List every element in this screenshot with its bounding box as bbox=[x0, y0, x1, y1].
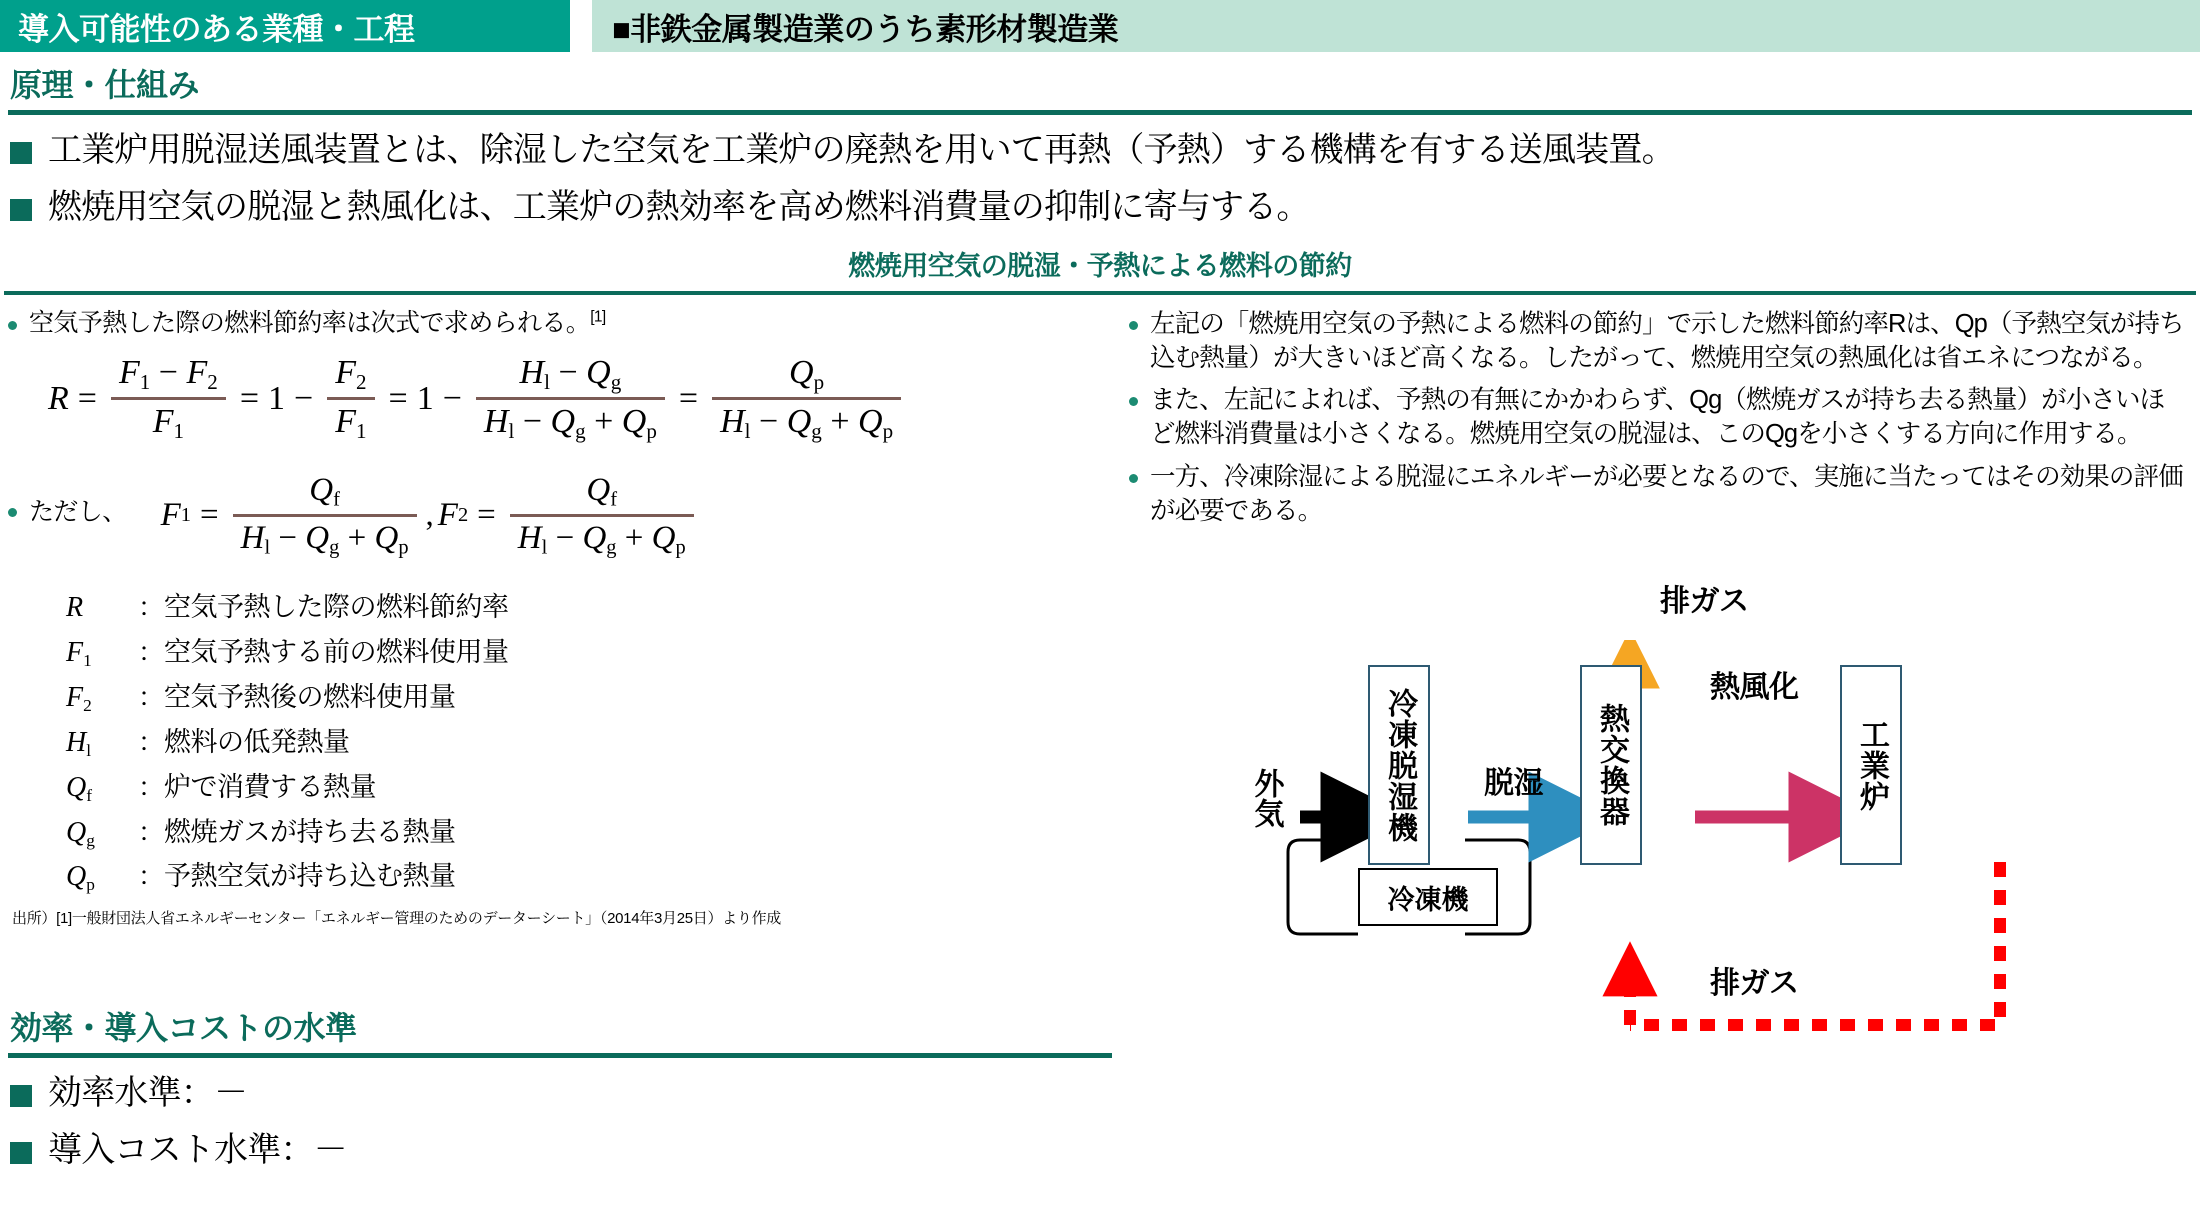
legend-symbol-sub: p bbox=[86, 875, 95, 895]
efficiency-bullet-1-text: 効率水準：－ bbox=[48, 1074, 248, 1112]
right-bullet-1 bbox=[1129, 307, 2186, 375]
efficiency-bullet-2 bbox=[10, 1129, 1120, 1172]
legend-row bbox=[66, 854, 1105, 895]
legend-description: 空気予熱した際の燃料節約率 bbox=[164, 592, 509, 623]
efficiency-bullet-2-text: 導入コスト水準：－ bbox=[48, 1130, 347, 1169]
dehumidify-label: 脱湿 bbox=[1484, 767, 1543, 800]
legend-symbol-sub: 1 bbox=[83, 650, 92, 670]
fraction-qf-over-sum-1: $\frac{Q_f}{H_l - Q_g + Q_p}$ bbox=[233, 472, 417, 559]
legend-row bbox=[66, 630, 1105, 671]
right-bullet-1-text: 左記の「燃焼用空気の予熱による燃料の節約」で示した燃料節約率Rは、Qp（予熱空気が持ち込む熱量）が大きいほど高くなる。したがって、燃焼用空気の熱風化は省エネにつながる。 bbox=[1150, 310, 2184, 373]
fraction-qf-over-sum-2: $\frac{Q_f}{H_l - Q_g + Q_p}$ bbox=[510, 472, 694, 559]
legend-row bbox=[66, 765, 1105, 806]
box-heat-exchanger bbox=[1580, 665, 1642, 865]
efficiency-section bbox=[0, 995, 1120, 1171]
legend-description: 炉で消費する熱量 bbox=[164, 771, 376, 802]
equation-main: R = $\frac{F_1 - F_2}{F_1}$ = 1 − $\frac{F_2}{F_1}$ = 1 − $\frac{H_l - Q_g}{H_l - Q_g + Q_p}$ = $\frac{Q_p}{H_l - Q_g + Q_p}$ bbox=[48, 354, 1105, 444]
header-left-label: 導入可能性のある業種・工程 bbox=[0, 0, 570, 52]
legend-symbol-base: H bbox=[66, 726, 87, 758]
legend-row bbox=[66, 585, 1105, 626]
process-flow-diagram bbox=[1240, 585, 2200, 1206]
legend-symbol-base: Q bbox=[66, 816, 87, 848]
principle-section-title: 原理・仕組み bbox=[10, 67, 200, 103]
legend-symbol bbox=[66, 682, 138, 716]
box-furnace-label: 工業炉 bbox=[1855, 718, 1888, 812]
principle-bullet-2 bbox=[10, 186, 2200, 229]
chiller-loop-left bbox=[1288, 840, 1358, 934]
box-dehumidifier bbox=[1368, 665, 1430, 865]
equation-second: F 1 = $\frac{Q_f}{H_l - Q_g + Q_p}$ , F 2 = $\frac{Q_f}{H_l - Q_g + Q_p}$ bbox=[161, 472, 699, 559]
equation-second-prefix: ただし、 bbox=[29, 498, 127, 526]
legend-symbol-base: Q bbox=[66, 861, 87, 893]
box-dehumidifier-label: 冷凍脱湿機 bbox=[1383, 687, 1416, 843]
box-chiller bbox=[1358, 868, 1498, 926]
right-bullet-3 bbox=[1129, 460, 2186, 528]
legend-symbol-base: R bbox=[66, 592, 84, 624]
exhaust-top-label: 排ガス bbox=[1660, 585, 1749, 618]
legend-description: 予熱空気が持ち込む熱量 bbox=[164, 861, 456, 892]
principle-subtitle: 燃焼用空気の脱湿・予熱による燃料の節約 bbox=[848, 251, 1352, 281]
left-intro-reference: [1] bbox=[590, 308, 606, 326]
principle-bullet-1-text: 工業炉用脱湿送風装置とは、除湿した空気を工業炉の廃熱を用いて再熱（予熱）する機構を有する送風装置。 bbox=[48, 131, 1675, 169]
efficiency-section-rule bbox=[8, 1053, 1112, 1058]
square-bullet-icon bbox=[10, 199, 32, 221]
header-right-label: ■非鉄金属製造業のうち素形材製造業 bbox=[592, 0, 2200, 52]
legend-description: 燃焼ガスが持ち去る熱量 bbox=[164, 816, 456, 847]
legend-description: 空気予熱後の燃料使用量 bbox=[164, 681, 456, 712]
legend-symbol bbox=[66, 817, 138, 851]
round-bullet-icon bbox=[1129, 474, 1138, 483]
legend-symbol bbox=[66, 637, 138, 671]
legend-symbol bbox=[66, 592, 138, 626]
right-bullet-2 bbox=[1129, 383, 2186, 451]
exhaust-return-path bbox=[1630, 862, 2000, 1025]
legend-description: 燃料の低発熱量 bbox=[164, 726, 350, 757]
legend-symbol bbox=[66, 772, 138, 806]
legend-colon: ： bbox=[138, 726, 165, 757]
legend-symbol-base: F bbox=[66, 681, 84, 713]
fraction-f2-over-f1: $\frac{F_2}{F_1}$ bbox=[327, 354, 374, 444]
legend-symbol-sub: f bbox=[86, 785, 93, 805]
legend-colon: ： bbox=[138, 771, 165, 802]
box-furnace bbox=[1840, 665, 1902, 865]
square-bullet-icon bbox=[10, 1085, 32, 1107]
left-intro-text bbox=[29, 307, 606, 340]
legend-row bbox=[66, 810, 1105, 851]
legend-symbol-base: Q bbox=[66, 771, 87, 803]
right-bullet-2-text: また、左記によれば、予熱の有無にかかわらず、Qg（燃焼ガスが持ち去る熱量）が小さいほど燃料消費量は小さくなる。燃焼用空気の脱湿は、このQgを小さくする方向に作用する。 bbox=[1150, 386, 2165, 449]
legend-symbol bbox=[66, 861, 138, 895]
legend-description: 空気予熱する前の燃料使用量 bbox=[164, 637, 509, 668]
legend-symbol bbox=[66, 727, 138, 761]
source-citation: 出所）[1]一般財団法人省エネルギーセンター「エネルギー管理のためのデーターシート」（2014年3月25日）より作成 bbox=[12, 910, 781, 928]
legend-row bbox=[66, 675, 1105, 716]
legend-colon: ： bbox=[138, 637, 165, 668]
legend-symbol-base: F bbox=[66, 637, 84, 669]
efficiency-bullet-1 bbox=[10, 1072, 1120, 1115]
page-header bbox=[0, 0, 2200, 52]
legend-colon: ： bbox=[138, 592, 165, 623]
legend-colon: ： bbox=[138, 816, 165, 847]
fraction-hlqg-over-sum: $\frac{H_l - Q_g}{H_l - Q_g + Q_p}$ bbox=[476, 354, 665, 444]
variable-legend bbox=[66, 585, 1105, 895]
square-bullet-icon bbox=[10, 142, 32, 164]
legend-symbol-sub: l bbox=[86, 740, 92, 760]
legend-symbol-sub: g bbox=[86, 830, 95, 850]
outside-air-label: 外気 bbox=[1249, 768, 1283, 828]
left-intro-sentence: 空気予熱した際の燃料節約率は次式で求められる。 bbox=[29, 309, 591, 337]
round-bullet-icon bbox=[1129, 321, 1138, 330]
left-column bbox=[0, 295, 1115, 928]
round-bullet-icon bbox=[8, 321, 17, 330]
fraction-f1f2-over-f1: $\frac{F_1 - F_2}{F_1}$ bbox=[111, 354, 226, 444]
hot-air-label: 熱風化 bbox=[1710, 671, 1799, 704]
legend-symbol-sub: 2 bbox=[83, 695, 92, 715]
header-gap bbox=[570, 0, 592, 52]
exhaust-bottom-label: 排ガス bbox=[1710, 967, 1799, 1000]
principle-bullet-2-text: 燃焼用空気の脱湿と熱風化は、工業炉の熱効率を高め燃料消費量の抑制に寄与する。 bbox=[48, 187, 1310, 226]
left-intro-bullet bbox=[8, 307, 1105, 340]
square-bullet-icon bbox=[10, 1142, 32, 1164]
principle-bullet-1 bbox=[10, 129, 2200, 172]
equation-second-row bbox=[8, 466, 1105, 559]
right-bullet-3-text: 一方、冷凍除湿による脱湿にエネルギーが必要となるので、実施に当たってはその効果の評価が必要である。 bbox=[1150, 462, 2183, 525]
box-heat-exchanger-label: 熱交換器 bbox=[1595, 703, 1628, 827]
legend-row bbox=[66, 720, 1105, 761]
round-bullet-icon bbox=[1129, 397, 1138, 406]
legend-colon: ： bbox=[138, 681, 165, 712]
fraction-qp-over-sum: $\frac{Q_p}{H_l - Q_g + Q_p}$ bbox=[712, 354, 901, 444]
legend-colon: ： bbox=[138, 861, 165, 892]
principle-section-rule bbox=[8, 110, 2192, 115]
efficiency-section-title: 効率・導入コストの水準 bbox=[10, 1010, 357, 1046]
box-chiller-label: 冷凍機 bbox=[1387, 884, 1469, 915]
round-bullet-icon bbox=[8, 508, 17, 517]
